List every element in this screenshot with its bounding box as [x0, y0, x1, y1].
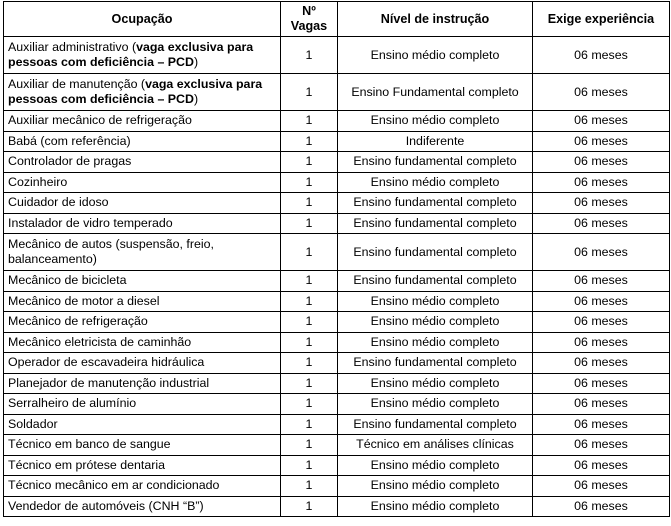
table-row	[4, 455, 670, 476]
pcd-note: vaga exclusiva para pessoas com deficiência – PCD	[8, 77, 263, 106]
occupation-cell: Instalador de vidro temperado	[4, 213, 281, 234]
occupation-text: Auxiliar de manutenção (	[8, 77, 146, 91]
table-row	[4, 414, 670, 435]
education-cell: Técnico em análises clínicas	[338, 435, 533, 456]
experience-cell: 06 meses	[533, 414, 670, 435]
table-row	[4, 37, 670, 74]
occupation-cell: Mecânico de motor a diesel	[4, 291, 281, 312]
experience-cell: 06 meses	[533, 455, 670, 476]
table-row	[4, 496, 670, 517]
education-cell: Ensino médio completo	[338, 394, 533, 415]
vacancies-cell: 1	[281, 435, 338, 456]
table-header	[4, 2, 670, 37]
occupation-cell: Serralheiro de alumínio	[4, 394, 281, 415]
occupation-cell: Técnico mecânico em ar condicionado	[4, 476, 281, 497]
occupation-suffix: )	[193, 92, 199, 106]
occupation-text: Auxiliar administrativo (	[8, 40, 137, 54]
experience-cell: 06 meses	[533, 111, 670, 132]
table-row	[4, 213, 670, 234]
vacancies-cell: 1	[281, 213, 338, 234]
vacancies-cell: 1	[281, 394, 338, 415]
occupation-cell: Vendedor de automóveis (CNH “B”)	[4, 496, 281, 517]
education-cell: Ensino Fundamental completo	[338, 74, 533, 111]
education-cell: Ensino fundamental completo	[338, 152, 533, 173]
vacancies-cell: 1	[281, 111, 338, 132]
vacancies-cell: 1	[281, 455, 338, 476]
experience-cell: 06 meses	[533, 373, 670, 394]
header-vacancies-line1: Nº	[302, 4, 316, 18]
experience-cell: 06 meses	[533, 332, 670, 353]
experience-cell: 06 meses	[533, 172, 670, 193]
education-cell: Ensino médio completo	[338, 291, 533, 312]
experience-cell: 06 meses	[533, 193, 670, 214]
vacancies-cell: 1	[281, 234, 338, 271]
table-row	[4, 291, 670, 312]
education-cell: Ensino médio completo	[338, 373, 533, 394]
vacancies-cell: 1	[281, 476, 338, 497]
vacancies-cell: 1	[281, 414, 338, 435]
occupation-cell: Cozinheiro	[4, 172, 281, 193]
vacancies-cell: 1	[281, 312, 338, 333]
education-cell: Ensino fundamental completo	[338, 213, 533, 234]
table-row	[4, 435, 670, 456]
experience-cell: 06 meses	[533, 476, 670, 497]
table-row	[4, 271, 670, 292]
header-experience: Exige experiência	[533, 2, 670, 37]
occupation-cell	[4, 37, 281, 74]
experience-cell: 06 meses	[533, 312, 670, 333]
experience-cell: 06 meses	[533, 131, 670, 152]
pcd-note: vaga exclusiva para pessoas com deficiência – PCD	[8, 40, 254, 69]
occupation-cell: Operador de escavadeira hidráulica	[4, 353, 281, 374]
experience-cell: 06 meses	[533, 291, 670, 312]
vacancies-cell: 1	[281, 353, 338, 374]
education-cell: Ensino fundamental completo	[338, 193, 533, 214]
experience-cell: 06 meses	[533, 74, 670, 111]
occupation-cell: Mecânico de refrigeração	[4, 312, 281, 333]
experience-cell: 06 meses	[533, 353, 670, 374]
job-vacancies-table	[3, 1, 670, 517]
occupation-cell: Mecânico de bicicleta	[4, 271, 281, 292]
table-row	[4, 111, 670, 132]
table-row	[4, 353, 670, 374]
experience-cell: 06 meses	[533, 213, 670, 234]
occupation-cell: Técnico em prótese dentaria	[4, 455, 281, 476]
vacancies-cell: 1	[281, 152, 338, 173]
vacancies-cell: 1	[281, 332, 338, 353]
education-cell: Ensino médio completo	[338, 476, 533, 497]
occupation-cell: Técnico em banco de sangue	[4, 435, 281, 456]
table-row	[4, 172, 670, 193]
header-row	[4, 2, 670, 37]
occupation-cell: Cuidador de idoso	[4, 193, 281, 214]
occupation-cell	[4, 74, 281, 111]
table-row	[4, 234, 670, 271]
education-cell: Ensino médio completo	[338, 172, 533, 193]
education-cell: Ensino médio completo	[338, 312, 533, 333]
table-body	[4, 37, 670, 517]
header-occupation: Ocupação	[4, 2, 281, 37]
header-vacancies	[281, 2, 338, 37]
experience-cell: 06 meses	[533, 37, 670, 74]
education-cell: Ensino médio completo	[338, 455, 533, 476]
vacancies-cell: 1	[281, 291, 338, 312]
table-row	[4, 332, 670, 353]
education-cell: Indiferente	[338, 131, 533, 152]
vacancies-cell: 1	[281, 496, 338, 517]
occupation-cell: Controlador de pragas	[4, 152, 281, 173]
header-education: Nível de instrução	[338, 2, 533, 37]
occupation-cell: Auxiliar mecânico de refrigeração	[4, 111, 281, 132]
experience-cell: 06 meses	[533, 435, 670, 456]
education-cell: Ensino fundamental completo	[338, 414, 533, 435]
table-row	[4, 131, 670, 152]
occupation-cell: Mecânico eletricista de caminhão	[4, 332, 281, 353]
experience-cell: 06 meses	[533, 271, 670, 292]
experience-cell: 06 meses	[533, 152, 670, 173]
vacancies-cell: 1	[281, 37, 338, 74]
table-row	[4, 476, 670, 497]
education-cell: Ensino médio completo	[338, 496, 533, 517]
education-cell: Ensino médio completo	[338, 111, 533, 132]
occupation-cell: Mecânico de autos (suspensão, freio, balanceamento)	[4, 234, 281, 271]
table-row	[4, 312, 670, 333]
vacancies-cell: 1	[281, 74, 338, 111]
table-row	[4, 193, 670, 214]
table-row	[4, 373, 670, 394]
table-row	[4, 152, 670, 173]
education-cell: Ensino fundamental completo	[338, 234, 533, 271]
experience-cell: 06 meses	[533, 496, 670, 517]
occupation-cell: Planejador de manutenção industrial	[4, 373, 281, 394]
vacancies-cell: 1	[281, 271, 338, 292]
education-cell: Ensino fundamental completo	[338, 271, 533, 292]
vacancies-cell: 1	[281, 172, 338, 193]
vacancies-cell: 1	[281, 193, 338, 214]
vacancies-cell: 1	[281, 373, 338, 394]
occupation-cell: Soldador	[4, 414, 281, 435]
experience-cell: 06 meses	[533, 234, 670, 271]
table-row	[4, 394, 670, 415]
vacancies-cell: 1	[281, 131, 338, 152]
education-cell: Ensino fundamental completo	[338, 353, 533, 374]
occupation-cell: Babá (com referência)	[4, 131, 281, 152]
experience-cell: 06 meses	[533, 394, 670, 415]
occupation-suffix: )	[193, 55, 199, 69]
header-vacancies-line2: Vagas	[290, 19, 328, 33]
table-row	[4, 74, 670, 111]
education-cell: Ensino médio completo	[338, 332, 533, 353]
education-cell: Ensino médio completo	[338, 37, 533, 74]
